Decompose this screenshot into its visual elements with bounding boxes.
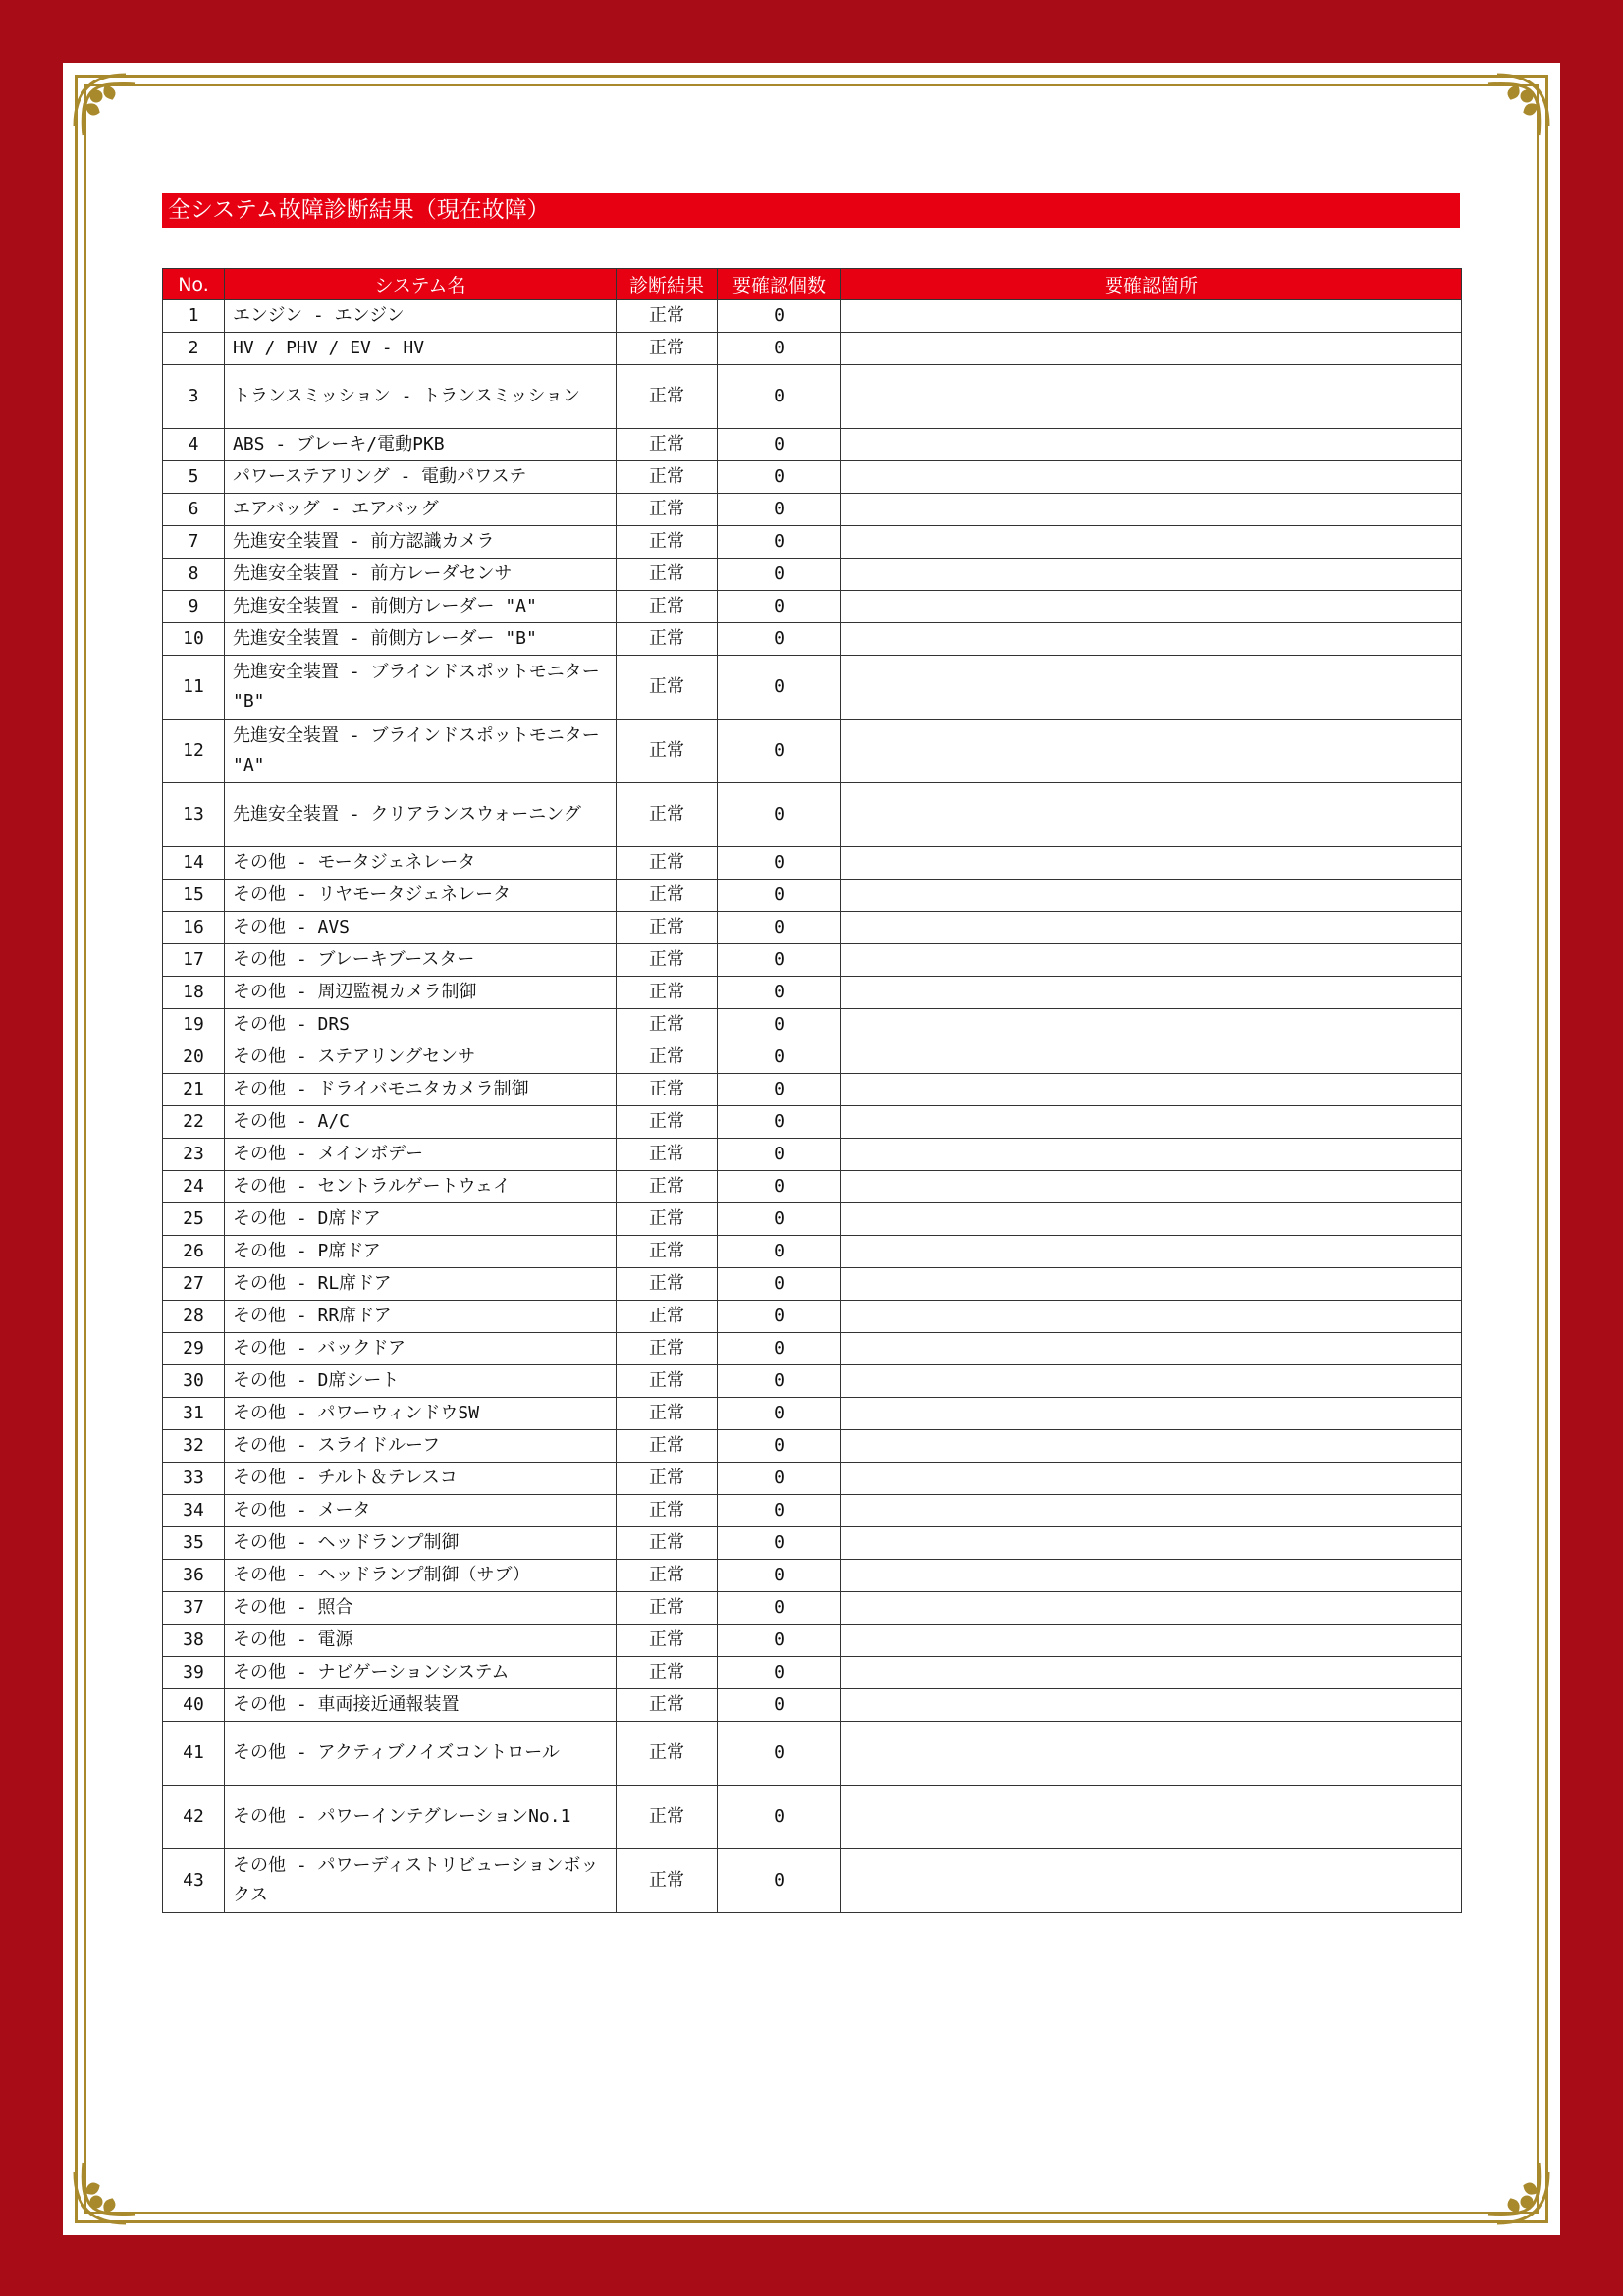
check-count: 0: [718, 1268, 841, 1301]
diagnosis-result: 正常: [617, 1268, 718, 1301]
table-row: [163, 526, 1462, 559]
table-row: [163, 365, 1462, 429]
table-body: [163, 300, 1462, 1913]
row-number: 11: [163, 656, 225, 720]
row-number: 24: [163, 1171, 225, 1203]
row-number: 5: [163, 461, 225, 494]
check-count: 0: [718, 1236, 841, 1268]
table-row: [163, 720, 1462, 783]
column-header-system: システム名: [225, 269, 617, 300]
row-number: 39: [163, 1657, 225, 1689]
table-row: [163, 1592, 1462, 1625]
check-count: 0: [718, 1430, 841, 1463]
diagnosis-result: 正常: [617, 1009, 718, 1041]
table-row: [163, 1722, 1462, 1786]
check-location: [841, 1495, 1462, 1527]
check-count: 0: [718, 429, 841, 461]
system-name: その他 - ナビゲーションシステム: [225, 1657, 617, 1689]
system-name: その他 - スライドルーフ: [225, 1430, 617, 1463]
table-row: [163, 1657, 1462, 1689]
table-row: [163, 333, 1462, 365]
check-location: [841, 1333, 1462, 1365]
diagnosis-result: 正常: [617, 1722, 718, 1786]
system-name: その他 - リヤモータジェネレータ: [225, 880, 617, 912]
table-row: [163, 494, 1462, 526]
check-count: 0: [718, 1560, 841, 1592]
table-row: [163, 1625, 1462, 1657]
diagnosis-result: 正常: [617, 720, 718, 783]
diagnosis-result: 正常: [617, 1527, 718, 1560]
row-number: 33: [163, 1463, 225, 1495]
table-row: [163, 1009, 1462, 1041]
diagnosis-result: 正常: [617, 1463, 718, 1495]
check-location: [841, 912, 1462, 944]
check-count: 0: [718, 1398, 841, 1430]
check-location: [841, 1430, 1462, 1463]
system-name: ABS - ブレーキ/電動PKB: [225, 429, 617, 461]
diagnosis-result: 正常: [617, 1203, 718, 1236]
table-row: [163, 1786, 1462, 1849]
check-count: 0: [718, 461, 841, 494]
row-number: 22: [163, 1106, 225, 1139]
row-number: 14: [163, 847, 225, 880]
row-number: 23: [163, 1139, 225, 1171]
column-header-location: 要確認箇所: [841, 269, 1462, 300]
check-location: [841, 1268, 1462, 1301]
check-count: 0: [718, 977, 841, 1009]
row-number: 3: [163, 365, 225, 429]
check-count: 0: [718, 1333, 841, 1365]
check-count: 0: [718, 494, 841, 526]
check-location: [841, 429, 1462, 461]
system-name: その他 - ドライバモニタカメラ制御: [225, 1074, 617, 1106]
column-header-no: No.: [163, 269, 225, 300]
system-name: その他 - 照合: [225, 1592, 617, 1625]
table-row: [163, 1236, 1462, 1268]
row-number: 7: [163, 526, 225, 559]
system-name: その他 - ヘッドランプ制御: [225, 1527, 617, 1560]
check-count: 0: [718, 1463, 841, 1495]
check-count: 0: [718, 1106, 841, 1139]
check-count: 0: [718, 559, 841, 591]
diagnosis-result: 正常: [617, 461, 718, 494]
check-location: [841, 1106, 1462, 1139]
corner-ornament-icon: [67, 2143, 155, 2231]
system-name: その他 - RR席ドア: [225, 1301, 617, 1333]
check-location: [841, 1786, 1462, 1849]
system-name: その他 - D席シート: [225, 1365, 617, 1398]
check-location: [841, 623, 1462, 656]
corner-ornament-icon: [1468, 2143, 1556, 2231]
check-count: 0: [718, 1009, 841, 1041]
check-location: [841, 944, 1462, 977]
diagnosis-result: 正常: [617, 880, 718, 912]
system-name: 先進安全装置 - 前側方レーダー "B": [225, 623, 617, 656]
diagnosis-result: 正常: [617, 623, 718, 656]
row-number: 36: [163, 1560, 225, 1592]
table-row: [163, 1333, 1462, 1365]
check-location: [841, 559, 1462, 591]
check-location: [841, 656, 1462, 720]
check-count: 0: [718, 623, 841, 656]
system-name: 先進安全装置 - クリアランスウォーニング: [225, 783, 617, 847]
check-location: [841, 1463, 1462, 1495]
check-location: [841, 1236, 1462, 1268]
system-name: 先進安全装置 - 前方レーダセンサ: [225, 559, 617, 591]
check-count: 0: [718, 912, 841, 944]
row-number: 19: [163, 1009, 225, 1041]
report-title: 全システム故障診断結果（現在故障）: [162, 193, 1460, 228]
diagnosis-result: 正常: [617, 526, 718, 559]
row-number: 34: [163, 1495, 225, 1527]
diagnosis-result: 正常: [617, 1139, 718, 1171]
check-count: 0: [718, 300, 841, 333]
table-row: [163, 1139, 1462, 1171]
row-number: 15: [163, 880, 225, 912]
check-count: 0: [718, 1041, 841, 1074]
diagnosis-result: 正常: [617, 1657, 718, 1689]
system-name: その他 - パワーインテグレーションNo.1: [225, 1786, 617, 1849]
diagnosis-result: 正常: [617, 1689, 718, 1722]
check-location: [841, 1074, 1462, 1106]
row-number: 13: [163, 783, 225, 847]
system-name: パワーステアリング - 電動パワステ: [225, 461, 617, 494]
check-count: 0: [718, 1171, 841, 1203]
table-row: [163, 1398, 1462, 1430]
check-count: 0: [718, 720, 841, 783]
system-name: その他 - P席ドア: [225, 1236, 617, 1268]
check-count: 0: [718, 783, 841, 847]
check-location: [841, 1398, 1462, 1430]
column-header-count: 要確認個数: [718, 269, 841, 300]
system-name: その他 - DRS: [225, 1009, 617, 1041]
check-count: 0: [718, 1786, 841, 1849]
check-location: [841, 1527, 1462, 1560]
table-row: [163, 847, 1462, 880]
diagnosis-table: [162, 268, 1462, 1913]
check-location: [841, 591, 1462, 623]
system-name: その他 - バックドア: [225, 1333, 617, 1365]
system-name: その他 - 周辺監視カメラ制御: [225, 977, 617, 1009]
check-count: 0: [718, 1365, 841, 1398]
table-row: [163, 591, 1462, 623]
check-count: 0: [718, 944, 841, 977]
diagnosis-result: 正常: [617, 1365, 718, 1398]
system-name: その他 - モータジェネレータ: [225, 847, 617, 880]
check-count: 0: [718, 1592, 841, 1625]
row-number: 10: [163, 623, 225, 656]
diagnosis-result: 正常: [617, 1560, 718, 1592]
row-number: 16: [163, 912, 225, 944]
diagnosis-result: 正常: [617, 1301, 718, 1333]
row-number: 29: [163, 1333, 225, 1365]
check-location: [841, 1139, 1462, 1171]
row-number: 35: [163, 1527, 225, 1560]
check-location: [841, 1849, 1462, 1913]
check-location: [841, 847, 1462, 880]
system-name: トランスミッション - トランスミッション: [225, 365, 617, 429]
system-name: その他 - アクティブノイズコントロール: [225, 1722, 617, 1786]
table-row: [163, 1203, 1462, 1236]
row-number: 25: [163, 1203, 225, 1236]
check-count: 0: [718, 847, 841, 880]
system-name: その他 - パワーウィンドウSW: [225, 1398, 617, 1430]
check-count: 0: [718, 1139, 841, 1171]
row-number: 28: [163, 1301, 225, 1333]
table-row: [163, 1527, 1462, 1560]
diagnosis-result: 正常: [617, 1106, 718, 1139]
diagnosis-result: 正常: [617, 1333, 718, 1365]
check-count: 0: [718, 526, 841, 559]
check-location: [841, 365, 1462, 429]
system-name: その他 - 電源: [225, 1625, 617, 1657]
check-count: 0: [718, 1301, 841, 1333]
table-row: [163, 783, 1462, 847]
check-count: 0: [718, 1527, 841, 1560]
check-count: 0: [718, 1849, 841, 1913]
check-location: [841, 1041, 1462, 1074]
diagnosis-result: 正常: [617, 1171, 718, 1203]
check-location: [841, 1301, 1462, 1333]
system-name: エンジン - エンジン: [225, 300, 617, 333]
check-count: 0: [718, 1625, 841, 1657]
row-number: 40: [163, 1689, 225, 1722]
system-name: その他 - メインボデー: [225, 1139, 617, 1171]
system-name: HV / PHV / EV - HV: [225, 333, 617, 365]
row-number: 1: [163, 300, 225, 333]
row-number: 4: [163, 429, 225, 461]
diagnosis-result: 正常: [617, 783, 718, 847]
check-location: [841, 1722, 1462, 1786]
row-number: 37: [163, 1592, 225, 1625]
system-name: 先進安全装置 - 前方認識カメラ: [225, 526, 617, 559]
diagnosis-result: 正常: [617, 494, 718, 526]
check-location: [841, 461, 1462, 494]
corner-ornament-icon: [1468, 67, 1556, 155]
check-count: 0: [718, 1722, 841, 1786]
check-count: 0: [718, 1074, 841, 1106]
table-row: [163, 1689, 1462, 1722]
table-row: [163, 1463, 1462, 1495]
diagnosis-result: 正常: [617, 1236, 718, 1268]
row-number: 30: [163, 1365, 225, 1398]
diagnosis-result: 正常: [617, 1786, 718, 1849]
system-name: その他 - RL席ドア: [225, 1268, 617, 1301]
column-header-result: 診断結果: [617, 269, 718, 300]
row-number: 41: [163, 1722, 225, 1786]
table-row: [163, 1106, 1462, 1139]
check-count: 0: [718, 880, 841, 912]
table-row: [163, 559, 1462, 591]
table-row: [163, 429, 1462, 461]
table-row: [163, 1365, 1462, 1398]
row-number: 32: [163, 1430, 225, 1463]
diagnosis-result: 正常: [617, 300, 718, 333]
system-name: 先進安全装置 - 前側方レーダー "A": [225, 591, 617, 623]
check-count: 0: [718, 656, 841, 720]
table-row: [163, 1171, 1462, 1203]
check-count: 0: [718, 1495, 841, 1527]
diagnosis-result: 正常: [617, 977, 718, 1009]
table-row: [163, 880, 1462, 912]
check-location: [841, 977, 1462, 1009]
check-location: [841, 720, 1462, 783]
system-name: その他 - ヘッドランプ制御（サブ）: [225, 1560, 617, 1592]
diagnosis-result: 正常: [617, 1849, 718, 1913]
table-row: [163, 912, 1462, 944]
check-location: [841, 333, 1462, 365]
diagnosis-result: 正常: [617, 365, 718, 429]
table-row: [163, 623, 1462, 656]
row-number: 2: [163, 333, 225, 365]
table-row: [163, 1041, 1462, 1074]
check-count: 0: [718, 365, 841, 429]
row-number: 38: [163, 1625, 225, 1657]
diagnosis-result: 正常: [617, 333, 718, 365]
diagnosis-result: 正常: [617, 429, 718, 461]
table-row: [163, 1301, 1462, 1333]
check-location: [841, 1171, 1462, 1203]
diagnosis-result: 正常: [617, 591, 718, 623]
system-name: その他 - A/C: [225, 1106, 617, 1139]
row-number: 42: [163, 1786, 225, 1849]
system-name: その他 - 車両接近通報装置: [225, 1689, 617, 1722]
row-number: 6: [163, 494, 225, 526]
table-row: [163, 1849, 1462, 1913]
row-number: 20: [163, 1041, 225, 1074]
system-name: その他 - チルト＆テレスコ: [225, 1463, 617, 1495]
row-number: 21: [163, 1074, 225, 1106]
report-page: [63, 63, 1560, 2235]
check-location: [841, 880, 1462, 912]
diagnosis-result: 正常: [617, 559, 718, 591]
diagnosis-result: 正常: [617, 1041, 718, 1074]
diagnosis-result: 正常: [617, 1398, 718, 1430]
check-location: [841, 300, 1462, 333]
diagnosis-result: 正常: [617, 1625, 718, 1657]
check-location: [841, 783, 1462, 847]
system-name: その他 - パワーディストリビューションボックス: [225, 1849, 617, 1913]
check-location: [841, 1689, 1462, 1722]
row-number: 43: [163, 1849, 225, 1913]
table-row: [163, 656, 1462, 720]
table-row: [163, 1495, 1462, 1527]
system-name: その他 - AVS: [225, 912, 617, 944]
diagnosis-result: 正常: [617, 1430, 718, 1463]
system-name: 先進安全装置 - ブラインドスポットモニター "A": [225, 720, 617, 783]
check-location: [841, 1365, 1462, 1398]
table-row: [163, 461, 1462, 494]
check-count: 0: [718, 1203, 841, 1236]
table-row: [163, 1074, 1462, 1106]
table-row: [163, 300, 1462, 333]
table-row: [163, 1268, 1462, 1301]
check-count: 0: [718, 591, 841, 623]
check-location: [841, 1560, 1462, 1592]
check-location: [841, 1009, 1462, 1041]
row-number: 9: [163, 591, 225, 623]
table-row: [163, 1430, 1462, 1463]
diagnosis-result: 正常: [617, 944, 718, 977]
table-row: [163, 977, 1462, 1009]
check-location: [841, 526, 1462, 559]
table-row: [163, 944, 1462, 977]
corner-ornament-icon: [67, 67, 155, 155]
row-number: 31: [163, 1398, 225, 1430]
check-location: [841, 1203, 1462, 1236]
diagnosis-result: 正常: [617, 1592, 718, 1625]
diagnosis-result: 正常: [617, 912, 718, 944]
diagnosis-result: 正常: [617, 847, 718, 880]
system-name: その他 - ブレーキブースター: [225, 944, 617, 977]
check-location: [841, 1625, 1462, 1657]
system-name: 先進安全装置 - ブラインドスポットモニター "B": [225, 656, 617, 720]
system-name: その他 - メータ: [225, 1495, 617, 1527]
row-number: 17: [163, 944, 225, 977]
system-name: その他 - D席ドア: [225, 1203, 617, 1236]
check-location: [841, 494, 1462, 526]
check-location: [841, 1592, 1462, 1625]
system-name: エアバッグ - エアバッグ: [225, 494, 617, 526]
table-header-row: [163, 269, 1462, 300]
diagnosis-result: 正常: [617, 656, 718, 720]
row-number: 8: [163, 559, 225, 591]
system-name: その他 - ステアリングセンサ: [225, 1041, 617, 1074]
check-count: 0: [718, 1689, 841, 1722]
row-number: 12: [163, 720, 225, 783]
diagnosis-result: 正常: [617, 1074, 718, 1106]
row-number: 26: [163, 1236, 225, 1268]
table-row: [163, 1560, 1462, 1592]
row-number: 18: [163, 977, 225, 1009]
check-count: 0: [718, 333, 841, 365]
check-count: 0: [718, 1657, 841, 1689]
system-name: その他 - セントラルゲートウェイ: [225, 1171, 617, 1203]
row-number: 27: [163, 1268, 225, 1301]
diagnosis-result: 正常: [617, 1495, 718, 1527]
check-location: [841, 1657, 1462, 1689]
